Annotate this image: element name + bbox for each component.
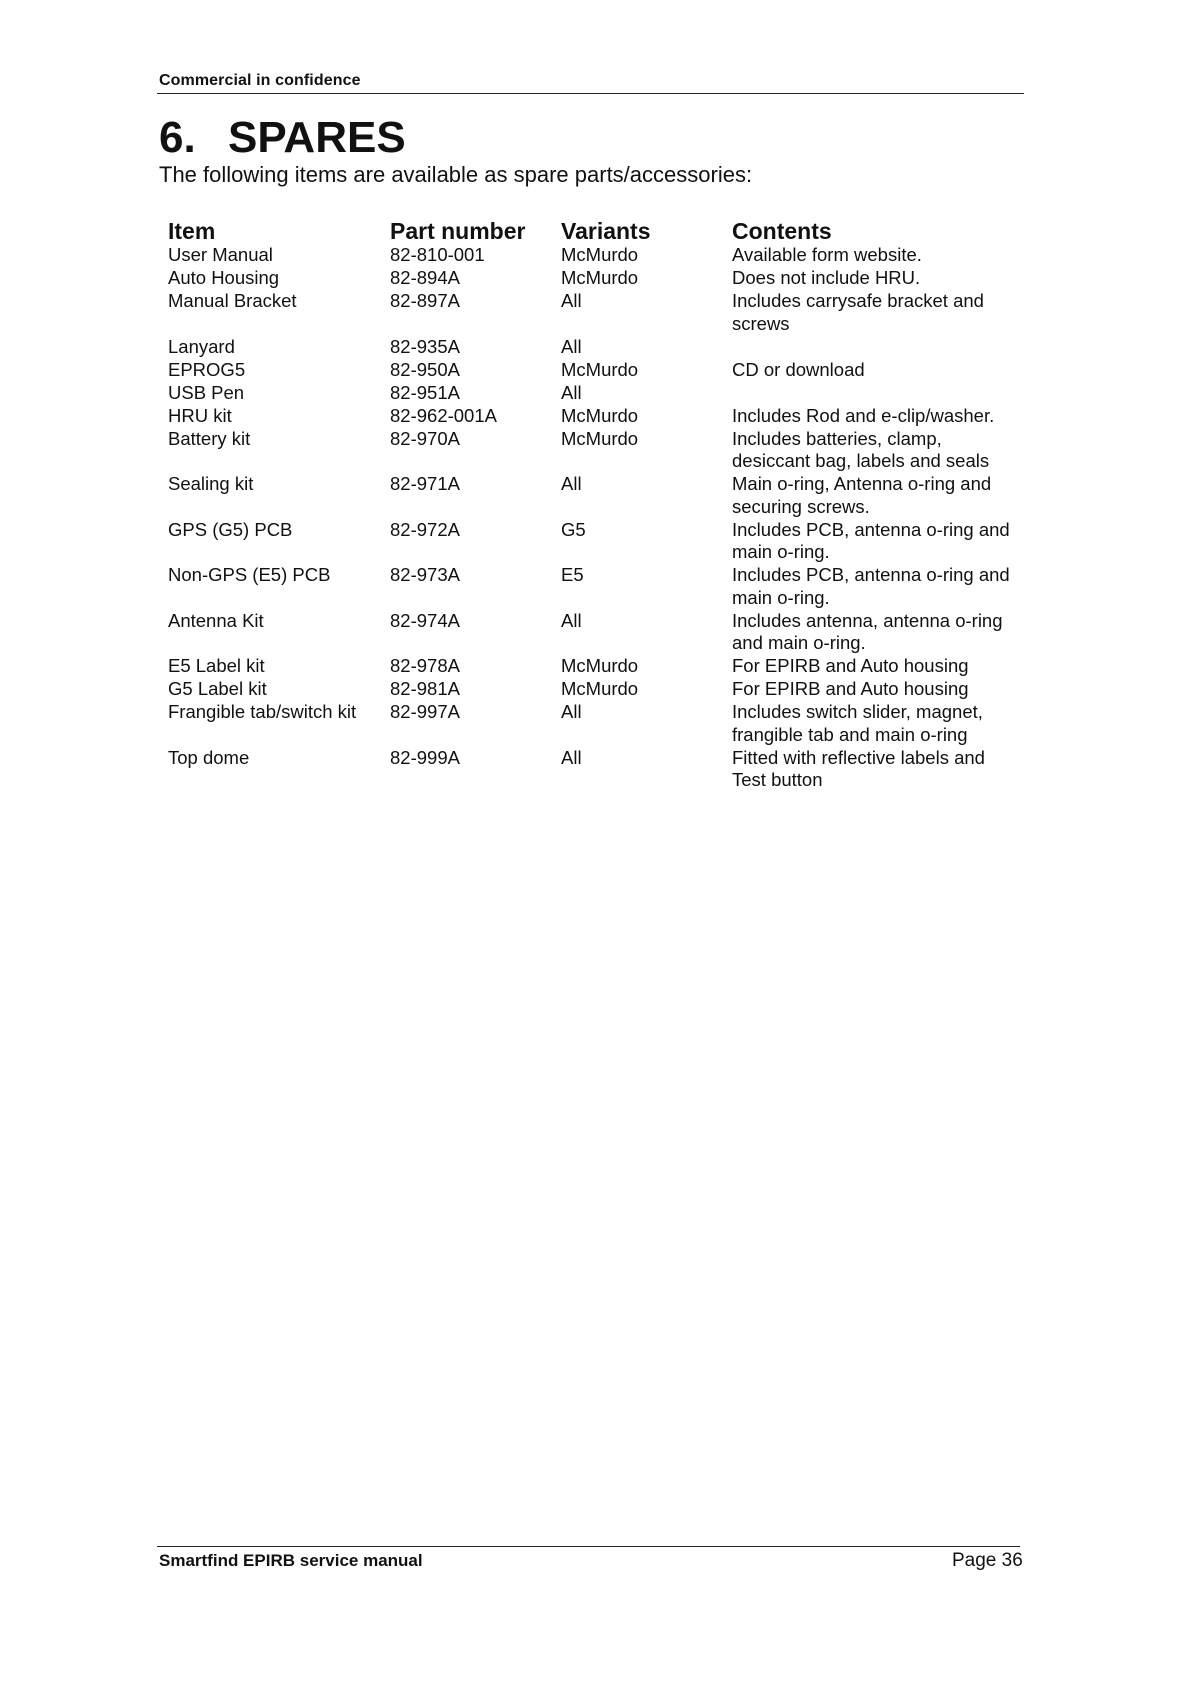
cell-item: Lanyard [168,335,235,357]
column-header-contents: Contents [732,218,832,244]
cell-variant: McMurdo [561,678,639,699]
cell-item: Sealing kit [168,473,254,494]
table-row [168,267,1022,290]
cell-variant: McMurdo [561,655,639,676]
cell-variant: All [561,473,582,494]
spares-table [168,218,1022,792]
cell-item: Top dome [168,746,250,768]
cell-part-number: 82-897A [390,290,460,311]
table-row [168,244,1022,267]
cell-contents: Includes carrysafe bracket and screws [732,290,984,334]
cell-part-number: 82-997A [390,701,460,722]
table-header-row [168,218,1022,244]
table-row [168,336,1022,359]
cell-part-number: 82-974A [390,609,460,631]
cell-variant: All [561,335,582,357]
cell-item: USB Pen [168,381,245,403]
cell-part-number: 82-981A [390,678,460,699]
cell-contents [732,382,1022,405]
cell-variant: All [561,746,582,768]
cell-variant: All [561,290,582,311]
cell-variant: G5 [561,518,586,540]
cell-contents: Includes switch slider, magnet, frangible tab and main o-ring [732,701,983,745]
cell-part-number: 82-935A [390,335,460,357]
cell-contents: Available form website. [732,244,922,265]
table-row [168,405,1022,428]
table-row [168,519,1022,565]
cell-item: GPS (G5) PCB [168,518,293,540]
cell-item: Frangible tab/switch kit [168,701,357,722]
table-body [168,244,1022,792]
cell-variant: All [561,381,582,403]
cell-item: Auto Housing [168,267,280,288]
cell-contents: For EPIRB and Auto housing [732,678,969,699]
table-row [168,473,1022,519]
cell-contents: Includes antenna, antenna o-ring and main o-ring. [732,609,1003,653]
cell-item: G5 Label kit [168,678,267,699]
cell-contents: Includes PCB, antenna o-ring and main o-ring. [732,564,1010,608]
section-number: 6. [159,113,196,162]
cell-part-number: 82-972A [390,518,460,540]
header-divider [157,93,1024,94]
cell-contents: Does not include HRU. [732,267,921,288]
cell-item: Manual Bracket [168,290,297,311]
cell-item: Battery kit [168,427,251,449]
section-heading [159,110,406,166]
cell-variant: All [561,701,582,722]
table-row [168,564,1022,610]
cell-contents: Main o-ring, Antenna o-ring and securing screws. [732,473,992,517]
cell-part-number: 82-978A [390,655,460,676]
cell-contents: Includes batteries, clamp, desiccant bag, labels and seals [732,427,990,471]
cell-part-number: 82-971A [390,473,460,494]
cell-part-number: 82-951A [390,381,460,403]
confidentiality-header: Commercial in confidence [159,72,361,89]
cell-variant: McMurdo [561,427,639,449]
cell-item: EPROG5 [168,358,246,380]
cell-variant: E5 [561,564,584,585]
table-row [168,428,1022,474]
cell-item: HRU kit [168,404,232,426]
cell-part-number: 82-970A [390,427,460,449]
section-title: SPARES [228,113,406,162]
cell-contents: CD or download [732,358,865,380]
page-number: Page 36 [952,1550,1023,1571]
cell-item: User Manual [168,244,273,265]
cell-contents: Fitted with reflective labels and Test button [732,746,985,790]
column-header-item: Item [168,218,216,244]
table-row [168,701,1022,747]
cell-variant: McMurdo [561,267,639,288]
cell-variant: McMurdo [561,244,639,265]
cell-contents: For EPIRB and Auto housing [732,655,969,676]
cell-part-number: 82-950A [390,358,460,380]
cell-part-number: 82-962-001A [390,404,497,426]
cell-contents: Includes PCB, antenna o-ring and main o-ring. [732,518,1010,562]
cell-variant: McMurdo [561,358,639,380]
table-row [168,678,1022,701]
cell-item: Antenna Kit [168,609,264,631]
column-header-part-number: Part number [390,218,526,244]
table-row [168,610,1022,656]
cell-variant: All [561,609,582,631]
cell-part-number: 82-973A [390,564,460,585]
cell-variant: McMurdo [561,404,639,426]
intro-paragraph: The following items are available as spare parts/accessories: [159,162,753,187]
table-row [168,359,1022,382]
cell-part-number: 82-810-001 [390,244,485,265]
manual-title: Smartfind EPIRB service manual [159,1551,423,1570]
cell-item: E5 Label kit [168,655,265,676]
cell-item: Non-GPS (E5) PCB [168,564,331,585]
table-row [168,655,1022,678]
cell-contents [732,336,1022,359]
table-row [168,747,1022,793]
footer-divider [157,1546,1020,1547]
column-header-variants: Variants [561,218,651,244]
table-row [168,382,1022,405]
cell-part-number: 82-894A [390,267,460,288]
table-row [168,290,1022,336]
cell-contents: Includes Rod and e-clip/washer. [732,404,995,426]
cell-part-number: 82-999A [390,746,460,768]
